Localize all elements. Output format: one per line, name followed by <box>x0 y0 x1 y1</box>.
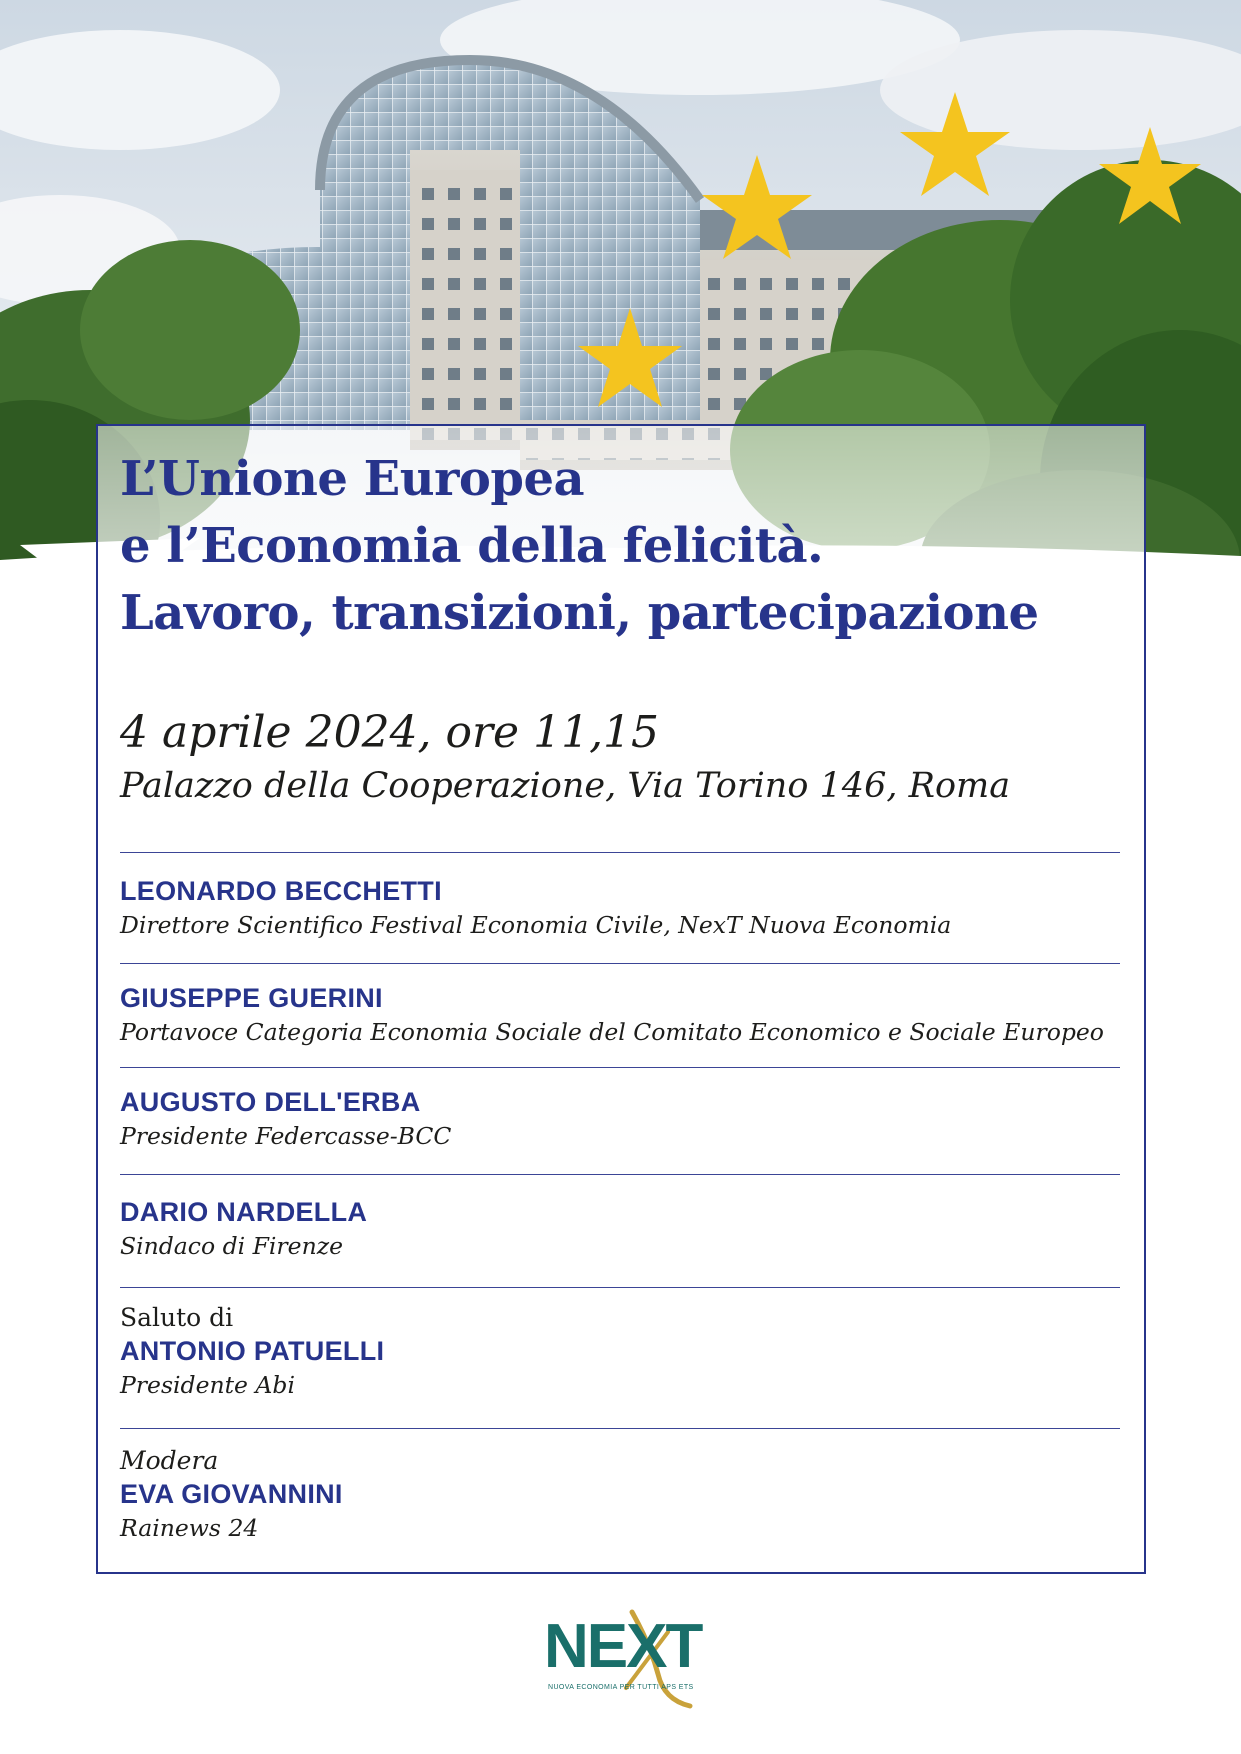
speaker-role: Rainews 24 <box>120 1514 259 1542</box>
speaker-item <box>120 1067 1120 1174</box>
speaker-role: Presidente Federcasse-BCC <box>120 1122 452 1150</box>
speaker-role: Sindaco di Firenze <box>120 1232 343 1260</box>
event-panel <box>96 424 1146 1574</box>
speaker-name: LEONARDO BECCHETTI <box>120 876 442 906</box>
speaker-role: Portavoce Categoria Economia Sociale del Comitato Economico e Sociale Europeo <box>120 1018 1104 1046</box>
next-logo <box>540 1604 710 1714</box>
speaker-list <box>120 852 1120 1578</box>
speaker-name: EVA GIOVANNINI <box>120 1479 343 1509</box>
event-date-time: 4 aprile 2024, ore 11,15 <box>120 707 660 758</box>
title-line-1: L’Unione Europea <box>120 451 585 507</box>
speaker-intro: Saluto di <box>120 1303 234 1332</box>
speaker-role: Direttore Scientifico Festival Economia Civile, NexT Nuova Economia <box>120 911 952 939</box>
speaker-item <box>120 1174 1120 1287</box>
speaker-name: AUGUSTO DELL'ERBA <box>120 1087 421 1117</box>
logo-wordmark: NEXT <box>544 1612 702 1681</box>
event-title <box>120 446 1120 647</box>
speaker-name: ANTONIO PATUELLI <box>120 1336 385 1366</box>
title-line-3: Lavoro, transizioni, partecipazione <box>120 585 1039 641</box>
event-venue: Palazzo della Cooperazione, Via Torino 146, Roma <box>120 766 1011 806</box>
speaker-intro: Modera <box>120 1446 219 1475</box>
speaker-name: GIUSEPPE GUERINI <box>120 983 383 1013</box>
speaker-item <box>120 963 1120 1067</box>
title-line-2: e l’Economia della felicità. <box>120 518 824 574</box>
speaker-item <box>120 852 1120 963</box>
speaker-item <box>120 1287 1120 1428</box>
speaker-item <box>120 1428 1120 1578</box>
logo-tagline: NUOVA ECONOMIA PER TUTTI APS ETS <box>548 1684 694 1691</box>
speaker-role: Presidente Abi <box>120 1371 295 1399</box>
speaker-name: DARIO NARDELLA <box>120 1197 368 1227</box>
